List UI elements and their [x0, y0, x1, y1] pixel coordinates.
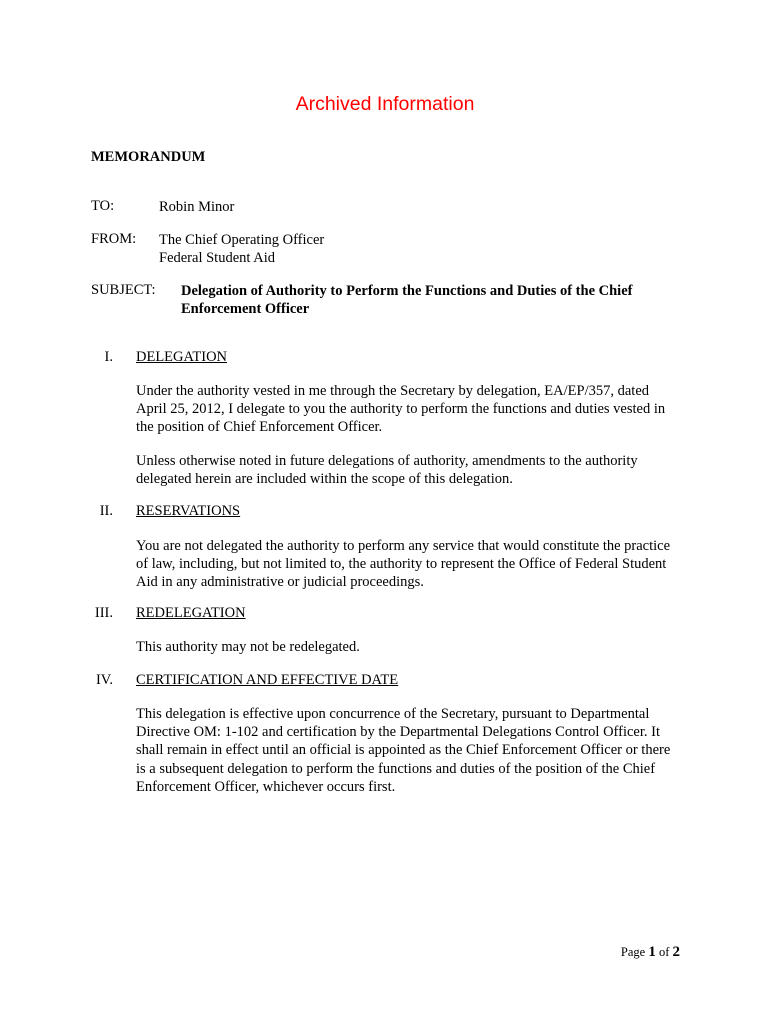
- from-value: [159, 231, 324, 267]
- from-line-2: Federal Student Aid: [159, 250, 275, 266]
- section-paragraph: This authority may not be redelegated.: [136, 639, 360, 655]
- of-label: of: [658, 945, 670, 959]
- subject-value: Delegation of Authority to Perform the Functions and Duties of the Chief Enforcement Officer: [181, 283, 633, 317]
- to-label: TO:: [91, 198, 115, 214]
- section-number: I.: [104, 349, 113, 365]
- section-paragraph: Under the authority vested in me through the Secretary by delegation, EA/EP/357, dated April 25, 2012, I delegate to you the authority to perform the functions and duties vested in the position of Chief Enforcement Officer.: [136, 383, 666, 436]
- section-number: III.: [94, 605, 113, 621]
- section-heading-reservations: RESERVATIONS: [136, 503, 241, 519]
- section-number: IV.: [95, 672, 113, 688]
- page-number: [621, 944, 680, 961]
- section-heading-delegation: DELEGATION: [136, 349, 228, 365]
- memo-title: MEMORANDUM: [91, 149, 206, 165]
- page-total: 2: [672, 944, 680, 960]
- from-label: FROM:: [91, 231, 137, 247]
- section-paragraph: Unless otherwise noted in future delegations of authority, amendments to the authority delegated herein are included within the scope of this delegation.: [136, 453, 638, 488]
- section-paragraph: You are not delegated the authority to perform any service that would constitute the practice of law, including, but not limited to, the authority to represent the Office of Federal Student Aid in any administrative or judicial proceedings.: [136, 538, 671, 591]
- section-paragraph: This delegation is effective upon concurrence of the Secretary, pursuant to Departmental Directive OM: 1-102 and certification by the Departmental Delegations Control Officer. It shall remain in effect until an official is appointed as the Chief Enforcement Officer or there is a subsequent delegation to perform the functions and duties of the position of the Chief Enforcement Officer, whichever occurs first.: [136, 706, 671, 795]
- to-value: Robin Minor: [159, 199, 235, 215]
- archived-banner: Archived Information: [295, 93, 475, 115]
- subject-label: SUBJECT:: [91, 282, 156, 298]
- page-current: 1: [648, 944, 656, 960]
- from-line-1: The Chief Operating Officer: [159, 232, 325, 248]
- page-label: Page: [620, 945, 646, 959]
- section-number: II.: [99, 503, 113, 519]
- section-heading-redelegation: REDELEGATION: [136, 605, 246, 621]
- section-heading-certification: CERTIFICATION AND EFFECTIVE DATE: [136, 672, 399, 688]
